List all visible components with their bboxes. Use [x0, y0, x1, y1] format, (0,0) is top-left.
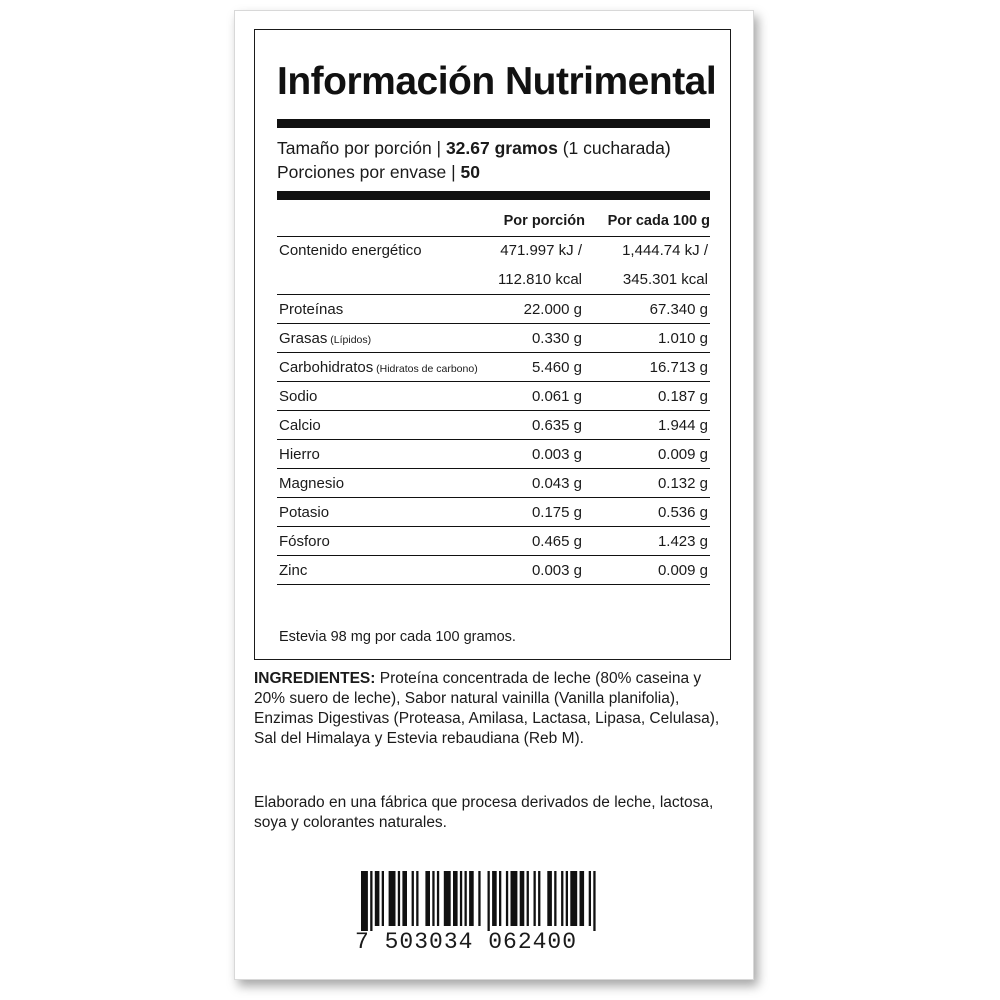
nutrient-name [279, 388, 317, 405]
barcode-bar [566, 871, 568, 926]
nutrient-name [279, 562, 307, 579]
thick-divider [277, 119, 710, 128]
table-row [277, 353, 710, 382]
barcode-bar [538, 871, 540, 926]
table-row [277, 411, 710, 440]
nutrient-note: (Hidratos de carbono) [373, 363, 478, 375]
column-header-per-100g: Por cada 100 g [607, 213, 710, 229]
table-header [277, 206, 710, 237]
table-row [277, 556, 710, 585]
barcode-bar [402, 871, 407, 926]
nutrient-label: Hierro [279, 446, 320, 463]
barcode-bar [389, 871, 396, 926]
nutrient-label: Calcio [279, 417, 321, 434]
value-per-100g-kcal: 345.301 kcal [622, 271, 708, 288]
nutrient-name [279, 301, 343, 318]
table-row [277, 382, 710, 411]
barcode-digits: 7 503034 062400 [355, 929, 578, 955]
barcode-bar [506, 871, 508, 926]
table-row [277, 324, 710, 353]
value-per-100g: 0.536 g [657, 504, 708, 521]
barcode-bar [460, 871, 462, 926]
nutrient-label: Zinc [279, 562, 308, 579]
nutrient-table [277, 236, 710, 585]
barcode-bar [570, 871, 577, 926]
value-per-serving: 0.330 g [531, 330, 582, 347]
value-per-serving-kcal: 112.810 kcal [498, 271, 582, 288]
barcode-bar [534, 871, 536, 926]
barcode-bar [437, 871, 439, 926]
table-row [277, 440, 710, 469]
value-per-100g: 67.340 g [649, 301, 708, 318]
value-per-serving: 5.460 g [531, 359, 582, 376]
nutrient-note: (Lípidos) [327, 334, 372, 346]
barcode-bar [412, 871, 414, 926]
nutrient-label: Magnesio [279, 475, 345, 492]
value-per-100g: 16.713 g [649, 359, 708, 376]
barcode-bar [398, 871, 400, 926]
table-row [277, 498, 710, 527]
barcode-bar [511, 871, 518, 926]
nutrient-name [279, 359, 478, 376]
barcode-bar [520, 871, 525, 926]
nutrient-name [279, 330, 371, 347]
barcode-bar [432, 871, 434, 926]
barcode-bar [370, 871, 372, 931]
serving-size-label: Tamaño por porción | [277, 138, 446, 158]
nutrient-name [279, 504, 329, 521]
nutrition-label [234, 10, 754, 980]
servings-per-pack-value: 50 [460, 162, 481, 182]
table-row [277, 469, 710, 498]
value-per-serving: 0.635 g [531, 417, 582, 434]
nutrition-facts-panel [254, 29, 731, 660]
barcode-bar [361, 871, 368, 931]
nutrient-label: Potasio [279, 504, 330, 521]
barcode-bar [444, 871, 451, 926]
barcode-bar [492, 871, 497, 926]
value-per-100g: 0.132 g [657, 475, 708, 492]
value-per-serving: 0.175 g [531, 504, 582, 521]
table-row-energy [277, 236, 710, 295]
value-per-100g-kj: 1,444.74 kJ / [622, 242, 708, 259]
nutrient-name [279, 417, 321, 434]
value-per-100g: 1.423 g [657, 533, 708, 550]
ingredients-label: INGREDIENTES: [254, 670, 376, 687]
barcode-bar [416, 871, 418, 926]
barcode-bar [453, 871, 458, 926]
nutrient-label: Fósforo [279, 533, 330, 550]
barcode-bar [425, 871, 430, 926]
value-per-100g: 1.010 g [657, 330, 708, 347]
barcode-bar [593, 871, 595, 931]
ingredients-list: Proteína concentrada de leche (80% caseina y 20% suero de leche), Sabor natural vainilla (Vanilla planifolia), Enzimas Digestivas (Proteasa, Amilasa, Lactasa, Lipasa, Celulasa), Sal del Himalaya y Estevia rebaudiana (Reb M). [254, 670, 720, 747]
value-per-serving: 0.003 g [531, 562, 582, 579]
barcode [361, 871, 601, 931]
panel-title: Información Nutrimental [277, 60, 717, 103]
value-per-100g: 0.009 g [657, 446, 708, 463]
barcode-bar [465, 871, 467, 926]
serving-size-line [277, 136, 671, 160]
value-per-100g: 0.187 g [657, 388, 708, 405]
nutrient-name [279, 475, 344, 492]
nutrient-label: Grasas [279, 330, 328, 347]
barcode-bar [469, 871, 474, 926]
servings-per-pack-label: Porciones por envase | [277, 162, 461, 182]
value-per-serving: 0.003 g [531, 446, 582, 463]
barcode-bar [589, 871, 591, 926]
table-row [277, 295, 710, 324]
servings-per-pack-line [277, 160, 671, 184]
barcode-bar [527, 871, 529, 926]
barcode-bar [554, 871, 556, 926]
allergen-note: Elaborado en una fábrica que procesa derivados de leche, lactosa, soya y colorantes naturales. [254, 794, 714, 831]
value-per-serving-kj: 471.997 kJ / [500, 242, 582, 259]
thick-divider [277, 191, 710, 200]
serving-size-value: 32.67 gramos [445, 138, 558, 158]
nutrient-label: Proteínas [279, 301, 344, 318]
nutrient-label: Carbohidratos [279, 359, 374, 376]
nutrient-name: Contenido energético [279, 242, 422, 259]
barcode-bar [580, 871, 585, 926]
value-per-serving: 0.043 g [531, 475, 582, 492]
barcode-bar [488, 871, 490, 931]
barcode-bar [561, 871, 563, 926]
barcode-bar [478, 871, 480, 926]
value-per-serving: 22.000 g [523, 301, 582, 318]
barcode-bar [547, 871, 552, 926]
column-header-per-serving: Por porción [503, 213, 585, 229]
nutrient-label: Sodio [279, 388, 318, 405]
value-per-100g: 0.009 g [657, 562, 708, 579]
barcode-bar [499, 871, 501, 926]
serving-size-note: (1 cucharada) [557, 138, 671, 158]
value-per-100g: 1.944 g [657, 417, 708, 434]
nutrient-name [279, 533, 330, 550]
ingredients-text [254, 669, 734, 749]
nutrient-name [279, 446, 320, 463]
table-row [277, 527, 710, 556]
serving-info [277, 136, 671, 184]
stevia-note: Estevia 98 mg por cada 100 gramos. [279, 629, 516, 645]
value-per-serving: 0.465 g [531, 533, 582, 550]
barcode-bar [382, 871, 384, 926]
barcode-bar [375, 871, 380, 926]
value-per-serving: 0.061 g [531, 388, 582, 405]
